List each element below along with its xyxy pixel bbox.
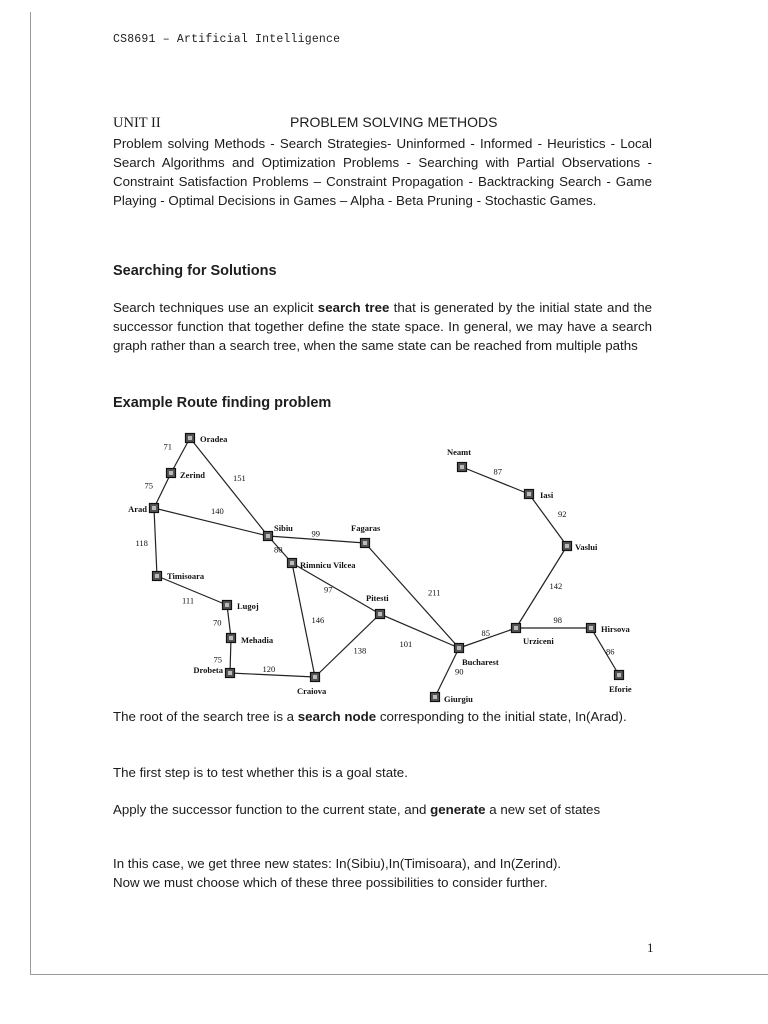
city-label: Neamt [447,447,472,457]
city-label: Sibiu [274,523,293,533]
road-distance-label: 85 [481,628,490,638]
city-node-iasi [525,490,554,501]
road-oradea-zerind [171,438,190,473]
road-mehadia-drobeta [230,638,231,673]
city-node-hirsova [587,624,631,635]
city-label: Craiova [297,686,327,696]
intro-text: Search techniques use an explicit [113,300,318,315]
section-heading-searching: Searching for Solutions [113,263,277,279]
city-marker-inner [188,436,192,440]
city-node-neamt [447,447,471,472]
road-distance-label: 75 [213,654,222,665]
city-label: Vaslui [575,542,598,552]
search-intro-paragraph [113,298,652,355]
city-node-arad [128,504,158,515]
road-distance-label: 151 [233,473,246,483]
intro-bold-term: search tree [317,300,390,315]
road-distance-label: 140 [211,506,224,516]
road-distance-label: 211 [428,587,441,598]
road-distance-label: 80 [274,544,283,555]
city-marker-inner [565,544,569,548]
city-label: Mehadia [241,635,274,645]
new-states-line: In this case, we get three new states: In(Sibiu),In(Timisoara), and In(Zerind). [113,856,562,871]
city-marker-inner [155,574,159,578]
city-label: Bucharest [462,657,499,667]
city-label: Eforie [609,684,632,694]
city-node-timisoara [153,571,205,581]
city-node-zerind [167,469,206,481]
road-distance-label: 75 [144,480,153,491]
road-distance-label: 99 [311,528,320,539]
road-distance-label: 138 [353,645,367,656]
road-distance-label: 70 [213,617,222,628]
city-marker-inner [363,541,367,545]
unit-label: UNIT II [113,115,161,131]
city-label: Iasi [540,490,554,500]
road-distance-label: 90 [455,666,464,677]
road-distance-label: 111 [182,595,195,606]
city-node-mehadia [227,634,274,646]
road-arad-timisoara [154,508,157,576]
city-marker-inner [527,492,531,496]
city-node-oradea [186,434,229,445]
city-node-drobeta [193,665,234,678]
road-distance-label: 142 [549,581,563,591]
course-header: CS8691 – Artificial Intelligence [113,33,341,46]
road-distance-label: 118 [135,538,148,548]
road-distance-label: 71 [163,441,172,452]
road-vaslui-iasi [529,494,567,546]
city-label: Fagaras [351,523,381,533]
road-distance-label: 97 [324,584,333,595]
unit-title: PROBLEM SOLVING METHODS [290,114,498,130]
road-distance-label: 92 [558,509,567,519]
city-marker-inner [457,646,461,650]
intro-text: that is generated by the initial state and the successor function that together define the state space. In general, we may have a search graph rather than a search tree, when the same state can be reached from multiple paths [113,300,653,353]
city-marker-inner [225,603,229,607]
road-distance-label: 87 [493,466,502,477]
city-label: Oradea [200,434,228,444]
new-states-paragraph [113,854,652,892]
road-distance-label: 98 [553,615,562,625]
romania-map-graphic [112,425,657,705]
city-label: Urziceni [523,636,554,646]
city-node-eforie [609,671,632,695]
romania-route-map [112,425,657,705]
city-node-urziceni [512,624,555,647]
road-rimnicu-vilcea-pitesti [292,563,380,614]
city-marker-inner [514,626,518,630]
city-node-fagaras [351,523,381,548]
road-zerind-arad [154,473,171,508]
city-marker-inner [589,626,593,630]
city-node-giurgiu [431,693,474,705]
road-distance-label: 120 [262,664,276,674]
unit-syllabus: Problem solving Methods - Search Strategies- Uninformed - Informed - Heuristics - Local Search Algorithms and Optimization Problems - Searching with Partial Observations - Constraint Satisfaction Problems – Constraint Propagation - Backtracking Search - Game Playing - Optimal Decisions in Games – Alpha - Beta Pruning - Stochastic Games. [113,136,652,208]
city-marker-inner [152,506,156,510]
unit-heading [113,114,653,132]
apply-bold-term: generate [430,802,486,817]
city-label: Giurgiu [444,694,473,704]
city-marker-inner [313,675,317,679]
first-step-paragraph: The first step is to test whether this is a goal state. [113,765,408,780]
city-marker-inner [228,671,232,675]
city-marker-inner [617,673,621,677]
city-label: Pitesti [366,593,389,603]
root-text: The root of the search tree is a [113,709,298,724]
city-label: Hirsova [601,624,630,634]
road-distance-label: 146 [311,615,325,625]
road-oradea-sibiu [190,438,268,536]
road-distance-label: 86 [606,646,615,657]
road-craiova-pitesti [315,614,380,677]
city-marker-inner [378,612,382,616]
page-number: 1 [647,940,654,955]
city-marker-inner [433,695,437,699]
city-label: Zerind [180,470,206,480]
road-distance-label: 101 [399,639,413,649]
city-node-pitesti [366,593,389,619]
road-pitesti-bucharest [380,614,459,648]
successor-paragraph [113,800,652,819]
city-node-bucharest [455,644,499,668]
root-bold-term: search node [297,709,377,724]
city-marker-inner [290,561,294,565]
city-marker-inner [266,534,270,538]
city-marker-inner [229,636,233,640]
choose-line: Now we must choose which of these three possibilities to consider further. [113,875,548,890]
city-node-lugoj [223,601,259,612]
city-label: Drobeta [193,665,223,675]
apply-text: Apply the successor function to the current state, and [113,802,431,817]
city-marker-inner [169,471,173,475]
city-label: Timisoara [167,571,205,581]
city-label: Arad [128,504,147,514]
city-label: Rimnicu Vilcea [300,560,356,570]
city-marker-inner [460,465,464,469]
road-hirsova-eforie [591,628,619,675]
city-label: Lugoj [237,601,259,611]
apply-text: a new set of states [485,802,601,817]
section-heading-route: Example Route finding problem [113,395,332,411]
city-node-vaslui [563,542,599,553]
root-node-paragraph [113,707,652,726]
city-node-rimnicu-vilcea [288,559,357,571]
root-text: corresponding to the initial state, In(Arad). [376,709,627,724]
